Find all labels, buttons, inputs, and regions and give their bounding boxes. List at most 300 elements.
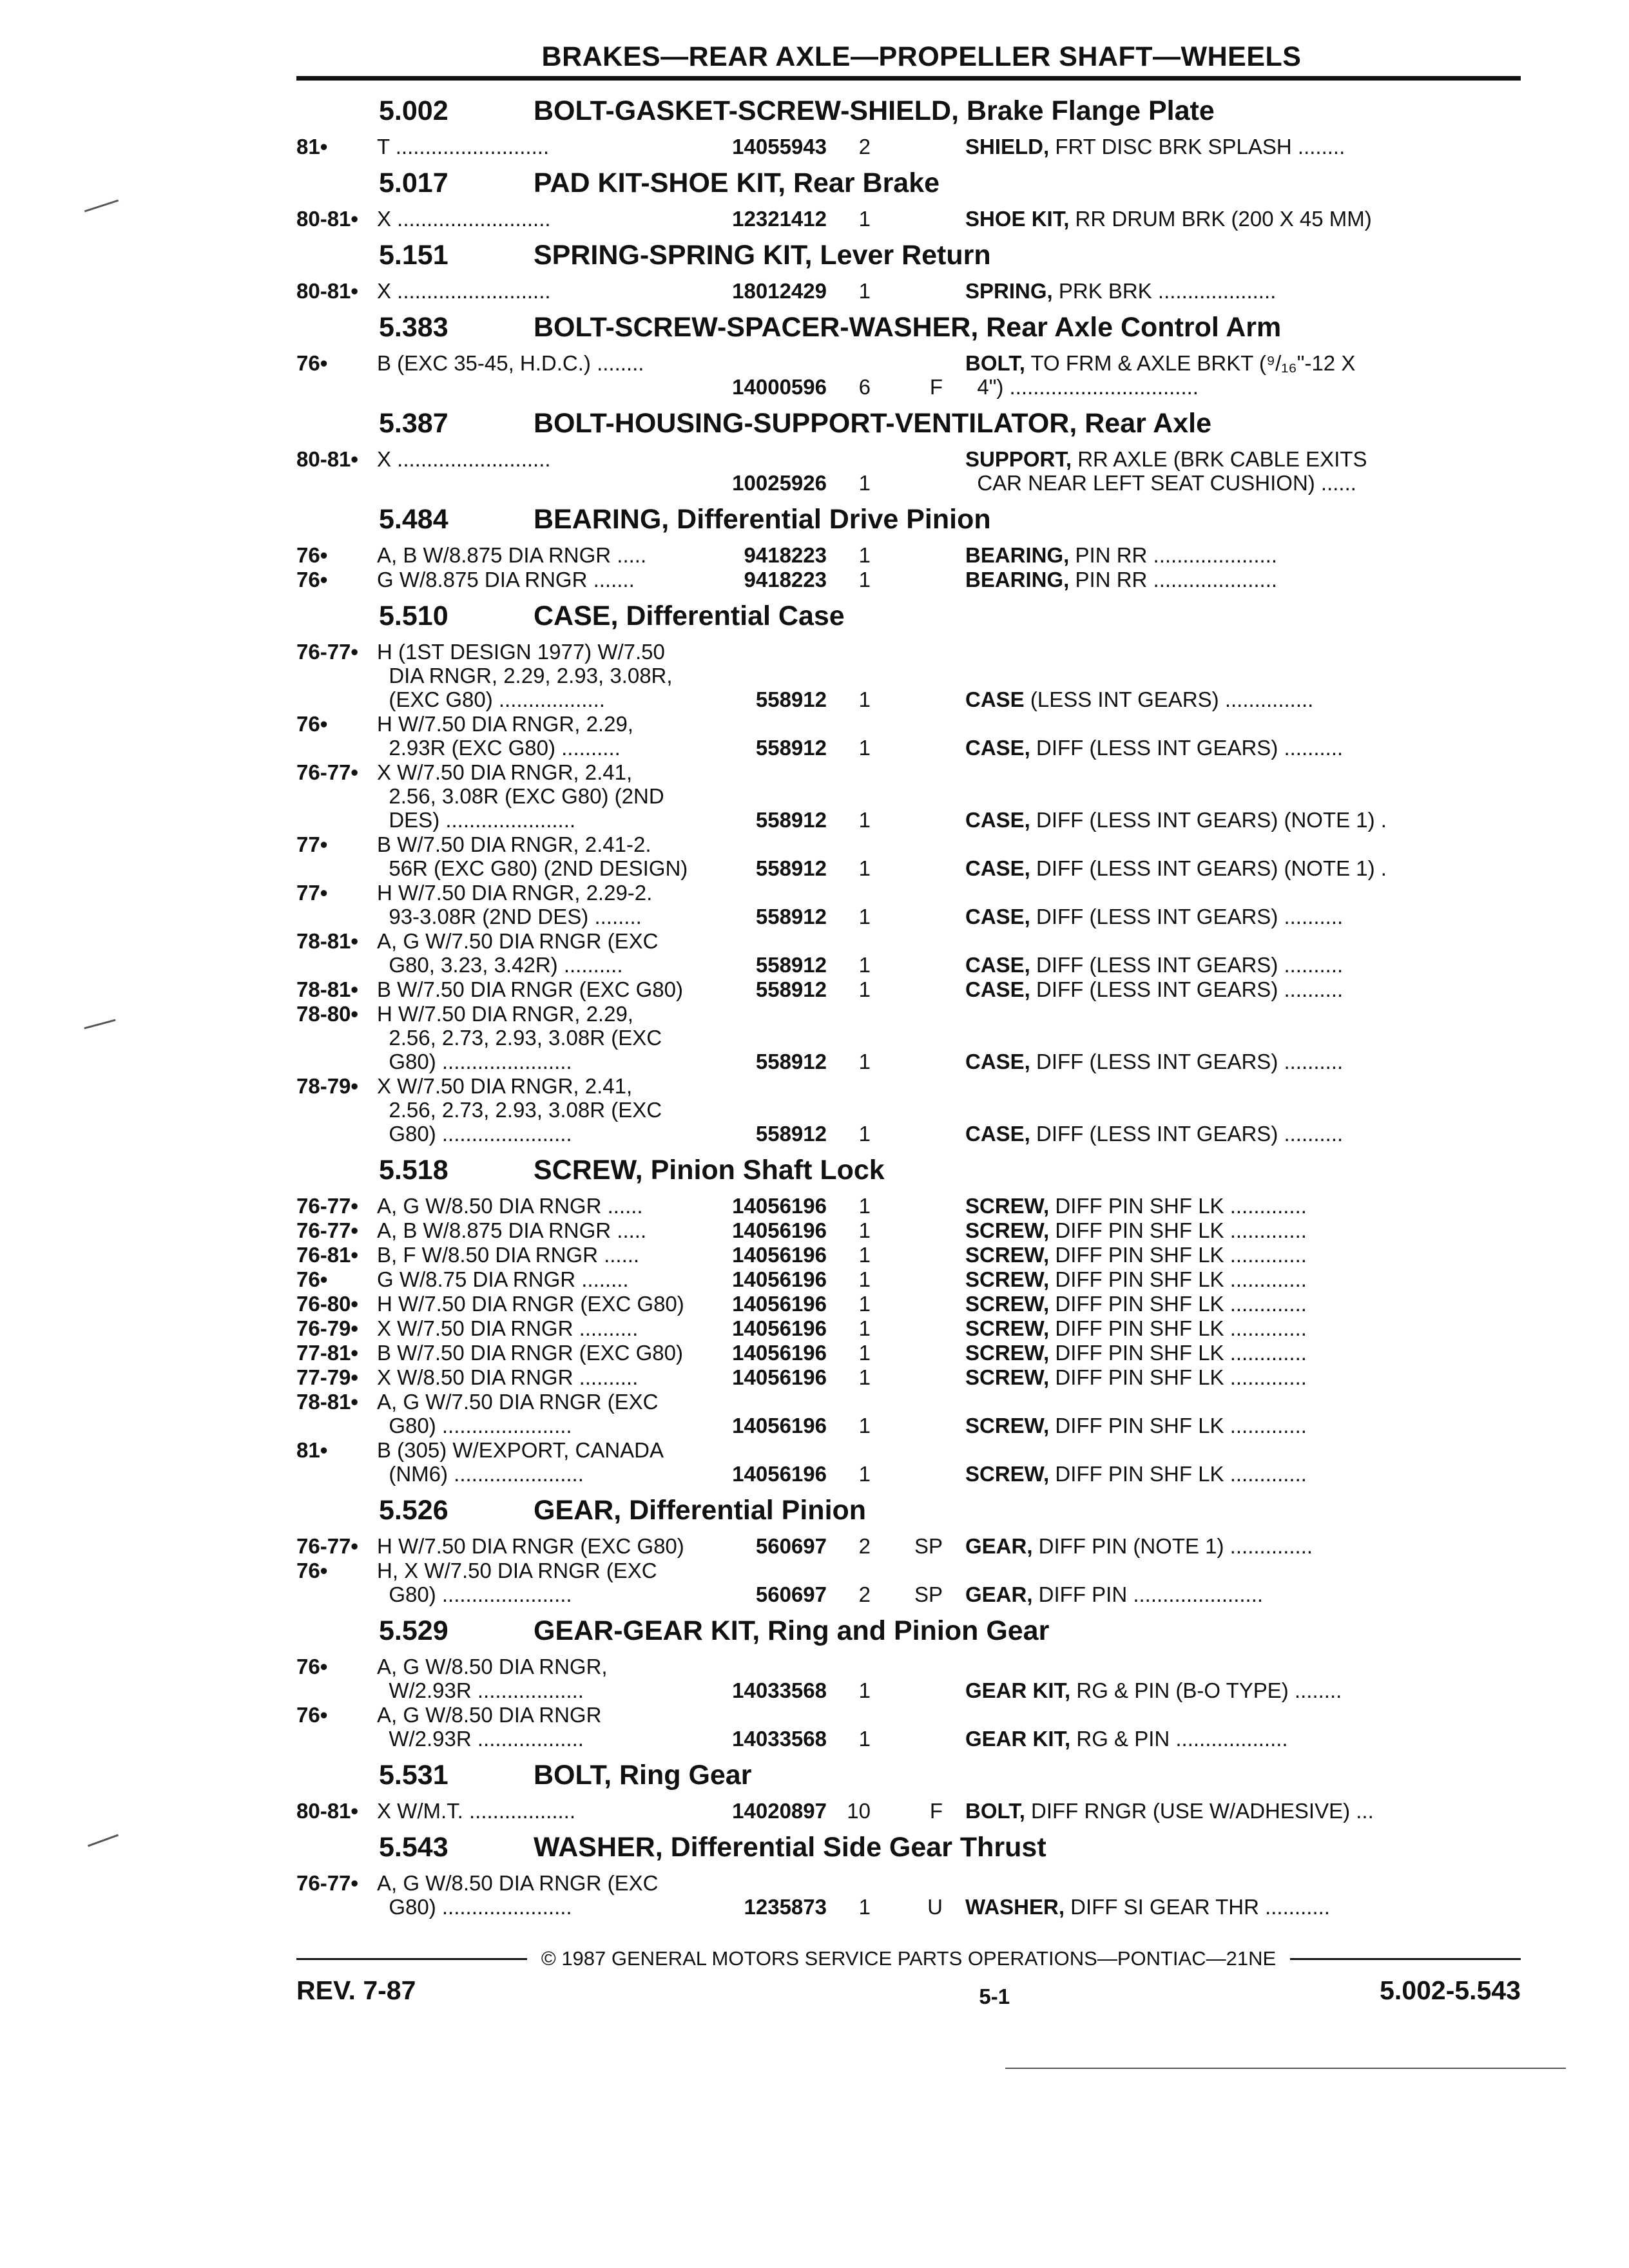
quantity-value: 1 [858, 1678, 871, 1702]
quantity-value: 1 [858, 1122, 871, 1146]
part-number-value: 558912 [755, 953, 827, 977]
description-detail: TO FRM & AXLE BRKT (⁹/₁₆"-12 X 4") ................................ [977, 351, 1356, 399]
quantity-value: 6 [858, 375, 871, 399]
section-number: 5.484 [379, 503, 448, 535]
quantity [827, 1243, 885, 1267]
model-years: 76-77• [296, 1218, 358, 1242]
model-application: G W/8.75 DIA RNGR ........ [377, 1267, 629, 1291]
model-application: H W/7.50 DIA RNGR, 2.29-2. 93-3.08R (2ND DES) ........ [377, 881, 653, 928]
part-description [965, 1002, 1521, 1073]
part-number [712, 447, 827, 495]
header-rule [296, 76, 1521, 81]
quantity-value: 1 [858, 1243, 871, 1267]
description-detail: FRT DISC BRK SPLASH ........ [1049, 135, 1345, 159]
description-detail: DIFF (LESS INT GEARS) (NOTE 1) . [1030, 808, 1387, 832]
model-application: A, G W/8.50 DIA RNGR ...... [377, 1194, 643, 1218]
part-description [965, 1292, 1521, 1316]
parts-code [885, 207, 965, 231]
part-number [712, 760, 827, 832]
description-text [965, 279, 1521, 303]
part-description [965, 712, 1521, 760]
part-number-value: 14056196 [732, 1341, 827, 1365]
part-description [965, 1390, 1521, 1437]
part-row [296, 1243, 1521, 1267]
quantity-value: 1 [858, 1365, 871, 1389]
part-number-value: 560697 [755, 1582, 827, 1606]
parts-code [885, 640, 965, 711]
parts-code [885, 1534, 965, 1558]
parts-code [885, 543, 965, 567]
model-years: 76• [296, 1559, 328, 1582]
description-noun: CASE, [965, 1122, 1030, 1146]
part-number-value: 1235873 [744, 1895, 827, 1919]
quantity [827, 1871, 885, 1919]
description-text [965, 1365, 1521, 1389]
model-application: H (1ST DESIGN 1977) W/7.50 DIA RNGR, 2.29, 2.93, 3.08R, (EXC G80) .................. [377, 640, 673, 711]
part-number [712, 1799, 827, 1823]
quantity [827, 640, 885, 711]
section-title: GEAR, Differential Pinion [534, 1494, 867, 1526]
part-number [712, 1002, 827, 1073]
section-number: 5.543 [379, 1831, 448, 1863]
part-row [296, 712, 1521, 760]
part-row [296, 1703, 1521, 1751]
quantity-value: 1 [858, 1050, 871, 1073]
section-title: WASHER, Differential Side Gear Thrust [534, 1831, 1046, 1863]
model-years: 76• [296, 543, 328, 567]
section-title: BEARING, Differential Drive Pinion [534, 503, 991, 535]
part-number-value: 558912 [755, 687, 827, 711]
description-text [965, 1243, 1521, 1267]
part-number [712, 977, 827, 1001]
description-detail: DIFF (LESS INT GEARS) .......... [1030, 1050, 1344, 1073]
quantity [827, 1703, 885, 1751]
model-years: 81• [296, 1438, 328, 1462]
part-description [965, 1559, 1521, 1606]
part-number-value: 14056196 [732, 1316, 827, 1340]
model-years: 76-81• [296, 1243, 358, 1267]
description-noun: SCREW, [965, 1243, 1050, 1267]
quantity [827, 1799, 885, 1823]
parts-code [885, 351, 965, 399]
part-number [712, 1316, 827, 1340]
parts-code [885, 832, 965, 880]
footer-bottom [296, 1975, 1521, 2009]
description-text [965, 1316, 1521, 1340]
model-application: A, G W/7.50 DIA RNGR (EXC G80, 3.23, 3.42R) .......... [377, 929, 659, 977]
description-detail: DIFF (LESS INT GEARS) .......... [1030, 953, 1344, 977]
model-application: A, G W/8.50 DIA RNGR, W/2.93R .................. [377, 1655, 608, 1702]
model-application: X W/7.50 DIA RNGR, 2.41, 2.56, 2.73, 2.93, 3.08R (EXC G80) ...................... [377, 1074, 662, 1146]
section-number: 5.531 [379, 1759, 448, 1791]
parts-code [885, 1267, 965, 1291]
section-heading [296, 231, 1521, 279]
part-description [965, 568, 1521, 591]
part-number-value: 14056196 [732, 1243, 827, 1267]
model-years: 76• [296, 568, 328, 591]
scan-mark [84, 200, 119, 213]
description-detail: DIFF RNGR (USE W/ADHESIVE) ... [1025, 1799, 1374, 1823]
quantity [827, 712, 885, 760]
description-noun: WASHER, [965, 1895, 1065, 1919]
quantity-value: 1 [858, 905, 871, 928]
description-noun: SCREW, [965, 1365, 1050, 1389]
parts-code-value: F [929, 1799, 943, 1823]
part-row [296, 568, 1521, 591]
description-text [965, 1678, 1521, 1702]
section-number: 5.510 [379, 600, 448, 631]
part-row [296, 1871, 1521, 1919]
model-application: H W/7.50 DIA RNGR, 2.29, 2.56, 2.73, 2.93, 3.08R (EXC G80) ...................... [377, 1002, 662, 1073]
part-description [965, 1341, 1521, 1365]
page-footer [296, 1946, 1521, 2009]
model-years: 80-81• [296, 1799, 358, 1823]
quantity-value: 1 [858, 1462, 871, 1486]
description-text [965, 1895, 1521, 1919]
parts-code [885, 1218, 965, 1242]
part-row [296, 881, 1521, 928]
part-number-value: 558912 [755, 1050, 827, 1073]
parts-code [885, 1799, 965, 1823]
page-range: 5.002-5.543 [1380, 1975, 1521, 2005]
description-detail: DIFF PIN SHF LK ............. [1049, 1462, 1307, 1486]
part-number [712, 1655, 827, 1702]
description-text [965, 1194, 1521, 1218]
quantity [827, 351, 885, 399]
parts-code-value: SP [914, 1582, 943, 1606]
model-application: H W/7.50 DIA RNGR (EXC G80) [377, 1534, 684, 1558]
scan-mark [84, 1019, 115, 1030]
part-number-value: 558912 [755, 856, 827, 880]
part-description [965, 1871, 1521, 1919]
model-years: 80-81• [296, 279, 358, 303]
part-number [712, 1074, 827, 1146]
section-number: 5.002 [379, 95, 448, 126]
parts-code [885, 1194, 965, 1218]
description-detail: DIFF (LESS INT GEARS) .......... [1030, 1122, 1344, 1146]
quantity [827, 977, 885, 1001]
model-years: 76-77• [296, 760, 358, 784]
parts-code [885, 1438, 965, 1486]
part-row [296, 135, 1521, 159]
section-heading [296, 303, 1521, 351]
model-application: B W/7.50 DIA RNGR, 2.41-2. 56R (EXC G80) (2ND DESIGN) [377, 832, 688, 880]
part-description [965, 1074, 1521, 1146]
quantity-value: 1 [858, 977, 871, 1001]
description-text [965, 687, 1521, 711]
model-application: X W/8.50 DIA RNGR .......... [377, 1365, 639, 1389]
section-heading [296, 1823, 1521, 1871]
model-years: 78-81• [296, 929, 358, 953]
quantity-value: 1 [858, 568, 871, 591]
description-noun: CASE, [965, 856, 1030, 880]
part-number [712, 207, 827, 231]
description-text [965, 1727, 1521, 1751]
quantity [827, 760, 885, 832]
section-heading [296, 399, 1521, 447]
parts-sections [296, 87, 1521, 1919]
quantity [827, 881, 885, 928]
part-number-value: 558912 [755, 977, 827, 1001]
section-number: 5.383 [379, 311, 448, 343]
description-noun: SPRING, [965, 279, 1053, 303]
quantity [827, 929, 885, 977]
quantity [827, 1074, 885, 1146]
description-detail: RG & PIN ................... [1070, 1727, 1288, 1751]
part-number [712, 832, 827, 880]
part-row [296, 760, 1521, 832]
parts-code [885, 1655, 965, 1702]
quantity-value: 1 [858, 856, 871, 880]
page-number: 5-1 [979, 1984, 1010, 2008]
part-number [712, 1243, 827, 1267]
part-description [965, 1218, 1521, 1242]
quantity-value: 10 [847, 1799, 871, 1823]
description-noun: CASE, [965, 1050, 1030, 1073]
part-number-value: 14033568 [732, 1678, 827, 1702]
quantity [827, 207, 885, 231]
description-text [965, 1050, 1521, 1073]
model-application: G W/8.875 DIA RNGR ....... [377, 568, 635, 591]
quantity-value: 1 [858, 1267, 871, 1291]
section-title: BOLT-SCREW-SPACER-WASHER, Rear Axle Control Arm [534, 311, 1282, 343]
footer-copyright-line [296, 1946, 1521, 1972]
description-text [965, 543, 1521, 567]
model-years: 76-80• [296, 1292, 358, 1316]
model-application: A, G W/8.50 DIA RNGR (EXC G80) ...................... [377, 1871, 659, 1919]
model-years: 77-79• [296, 1365, 358, 1389]
quantity-value: 2 [858, 1534, 871, 1558]
description-noun: GEAR KIT, [965, 1678, 1071, 1702]
description-detail: DIFF PIN ...................... [1032, 1582, 1264, 1606]
part-number [712, 640, 827, 711]
section-number: 5.529 [379, 1615, 448, 1646]
quantity-value: 1 [858, 1292, 871, 1316]
model-years: 80-81• [296, 447, 358, 471]
part-row [296, 1316, 1521, 1340]
part-description [965, 351, 1521, 399]
part-number [712, 351, 827, 399]
parts-code-value: SP [914, 1534, 943, 1558]
section-title: CASE, Differential Case [534, 600, 845, 631]
footer-rule-left [296, 1958, 527, 1960]
model-application: X W/7.50 DIA RNGR .......... [377, 1316, 639, 1340]
model-years: 76• [296, 1655, 328, 1678]
description-text [965, 1218, 1521, 1242]
part-row [296, 1218, 1521, 1242]
description-detail: DIFF PIN SHF LK ............. [1049, 1267, 1307, 1291]
parts-code-value: U [927, 1895, 943, 1919]
part-number-value: 14055943 [732, 135, 827, 159]
part-description [965, 135, 1521, 159]
parts-code [885, 1074, 965, 1146]
description-noun: CASE, [965, 808, 1030, 832]
part-row [296, 207, 1521, 231]
quantity-value: 1 [858, 953, 871, 977]
model-years: 77• [296, 832, 328, 856]
model-years: 77-81• [296, 1341, 358, 1365]
section-title: BOLT, Ring Gear [534, 1759, 752, 1791]
quantity [827, 1218, 885, 1242]
part-number-value: 14056196 [732, 1267, 827, 1291]
section-heading [296, 159, 1521, 207]
model-application: A, B W/8.875 DIA RNGR ..... [377, 543, 647, 567]
part-number [712, 712, 827, 760]
footer-rule-right [1290, 1958, 1521, 1960]
section-title: BOLT-GASKET-SCREW-SHIELD, Brake Flange Plate [534, 95, 1215, 126]
part-number-value: 14056196 [732, 1365, 827, 1389]
part-description [965, 977, 1521, 1001]
model-years: 76-77• [296, 1534, 358, 1558]
section-heading [296, 1607, 1521, 1655]
description-text [965, 808, 1521, 832]
parts-code [885, 1703, 965, 1751]
description-noun: SCREW, [965, 1218, 1050, 1242]
model-years: 76-77• [296, 1871, 358, 1895]
description-detail: DIFF PIN SHF LK ............. [1049, 1243, 1307, 1267]
description-text [965, 1534, 1521, 1558]
part-number-value: 9418223 [744, 568, 827, 591]
quantity-value: 1 [858, 736, 871, 760]
description-detail: DIFF PIN SHF LK ............. [1049, 1414, 1307, 1437]
part-number-value: 18012429 [732, 279, 827, 303]
description-text [965, 1582, 1521, 1606]
part-row [296, 1438, 1521, 1486]
part-description [965, 1534, 1521, 1558]
parts-code [885, 881, 965, 928]
description-text [965, 1122, 1521, 1146]
part-description [965, 1799, 1521, 1823]
part-row [296, 832, 1521, 880]
description-noun: SCREW, [965, 1341, 1050, 1365]
scan-mark [88, 1834, 119, 1847]
part-number-value: 14033568 [732, 1727, 827, 1751]
part-number [712, 1194, 827, 1218]
part-number [712, 568, 827, 591]
part-row [296, 1002, 1521, 1073]
description-detail: DIFF (LESS INT GEARS) (NOTE 1) . [1030, 856, 1387, 880]
model-years: 76-79• [296, 1316, 358, 1340]
description-text [965, 1462, 1521, 1486]
section-title: GEAR-GEAR KIT, Ring and Pinion Gear [534, 1615, 1050, 1646]
part-number-value: 14056196 [732, 1462, 827, 1486]
model-application: T .......................... [377, 135, 550, 159]
quantity-value: 1 [858, 471, 871, 495]
quantity-value: 1 [858, 1727, 871, 1751]
description-detail: DIFF PIN SHF LK ............. [1049, 1341, 1307, 1365]
part-description [965, 1194, 1521, 1218]
part-row [296, 640, 1521, 711]
parts-code-value: F [929, 375, 943, 399]
quantity-value: 1 [858, 207, 871, 231]
part-row [296, 1390, 1521, 1437]
quantity-value: 1 [858, 1341, 871, 1365]
section-heading [296, 592, 1521, 640]
quantity [827, 1534, 885, 1558]
part-description [965, 447, 1521, 495]
description-noun: BEARING, [965, 568, 1070, 591]
part-description [965, 832, 1521, 880]
revision-label: REV. 7-87 [296, 1975, 416, 2005]
model-years: 77• [296, 881, 328, 905]
parts-code [885, 1243, 965, 1267]
model-application: X .......................... [377, 207, 551, 231]
parts-code [885, 1365, 965, 1389]
model-application: X W/7.50 DIA RNGR, 2.41, 2.56, 3.08R (EXC G80) (2ND DES) ...................... [377, 760, 664, 832]
page-title: BRAKES—REAR AXLE—PROPELLER SHAFT—WHEELS [541, 41, 1302, 72]
quantity-value: 1 [858, 1414, 871, 1437]
model-years: 81• [296, 135, 328, 159]
part-number-value: 14056196 [732, 1194, 827, 1218]
description-detail: DIFF PIN SHF LK ............. [1049, 1194, 1307, 1218]
section-number: 5.017 [379, 167, 448, 198]
model-years: 76• [296, 1703, 328, 1727]
part-number-value: 12321412 [732, 207, 827, 231]
description-noun: SCREW, [965, 1462, 1050, 1486]
description-detail: RG & PIN (B-O TYPE) ........ [1070, 1678, 1342, 1702]
part-number [712, 1267, 827, 1291]
section-number: 5.151 [379, 239, 448, 271]
part-description [965, 1243, 1521, 1267]
description-detail: RR DRUM BRK (200 X 45 MM) [1069, 207, 1372, 231]
section-title: BOLT-HOUSING-SUPPORT-VENTILATOR, Rear Axle [534, 407, 1212, 439]
description-detail: DIFF PIN SHF LK ............. [1049, 1316, 1307, 1340]
part-row [296, 1194, 1521, 1218]
part-row [296, 1341, 1521, 1365]
description-noun: GEAR KIT, [965, 1727, 1071, 1751]
quantity [827, 1002, 885, 1073]
part-description [965, 881, 1521, 928]
description-detail: DIFF (LESS INT GEARS) .......... [1030, 905, 1344, 928]
description-detail: DIFF (LESS INT GEARS) .......... [1030, 977, 1344, 1001]
description-text [965, 1414, 1521, 1437]
parts-catalog-page [296, 39, 1521, 1919]
description-detail: DIFF PIN SHF LK ............. [1049, 1365, 1307, 1389]
model-application: B, F W/8.50 DIA RNGR ...... [377, 1243, 640, 1267]
part-number [712, 1292, 827, 1316]
quantity [827, 1655, 885, 1702]
description-noun: SCREW, [965, 1267, 1050, 1291]
parts-code [885, 279, 965, 303]
model-years: 78-79• [296, 1074, 358, 1098]
description-noun: SCREW, [965, 1414, 1050, 1437]
description-text [965, 953, 1521, 977]
model-application: B (EXC 35-45, H.D.C.) ........ [377, 351, 644, 375]
description-detail: PRK BRK .................... [1052, 279, 1277, 303]
description-noun: SHIELD, [965, 135, 1050, 159]
section-heading [296, 495, 1521, 543]
model-years: 78-81• [296, 1390, 358, 1414]
part-number [712, 135, 827, 159]
part-description [965, 1267, 1521, 1291]
part-description [965, 1703, 1521, 1751]
description-text [965, 1341, 1521, 1365]
model-years: 76• [296, 1267, 328, 1291]
part-number-value: 14020897 [732, 1799, 827, 1823]
part-number [712, 1341, 827, 1365]
part-number-value: 14000596 [732, 375, 827, 399]
description-noun: SCREW, [965, 1292, 1050, 1316]
section-title: SCREW, Pinion Shaft Lock [534, 1154, 885, 1186]
description-detail: DIFF PIN SHF LK ............. [1049, 1218, 1307, 1242]
description-noun: SCREW, [965, 1316, 1050, 1340]
part-number [712, 881, 827, 928]
model-application: H W/7.50 DIA RNGR (EXC G80) [377, 1292, 684, 1316]
description-text [965, 447, 1521, 495]
model-application: A, G W/8.50 DIA RNGR W/2.93R .................. [377, 1703, 602, 1751]
description-text [965, 856, 1521, 880]
part-description [965, 1655, 1521, 1702]
